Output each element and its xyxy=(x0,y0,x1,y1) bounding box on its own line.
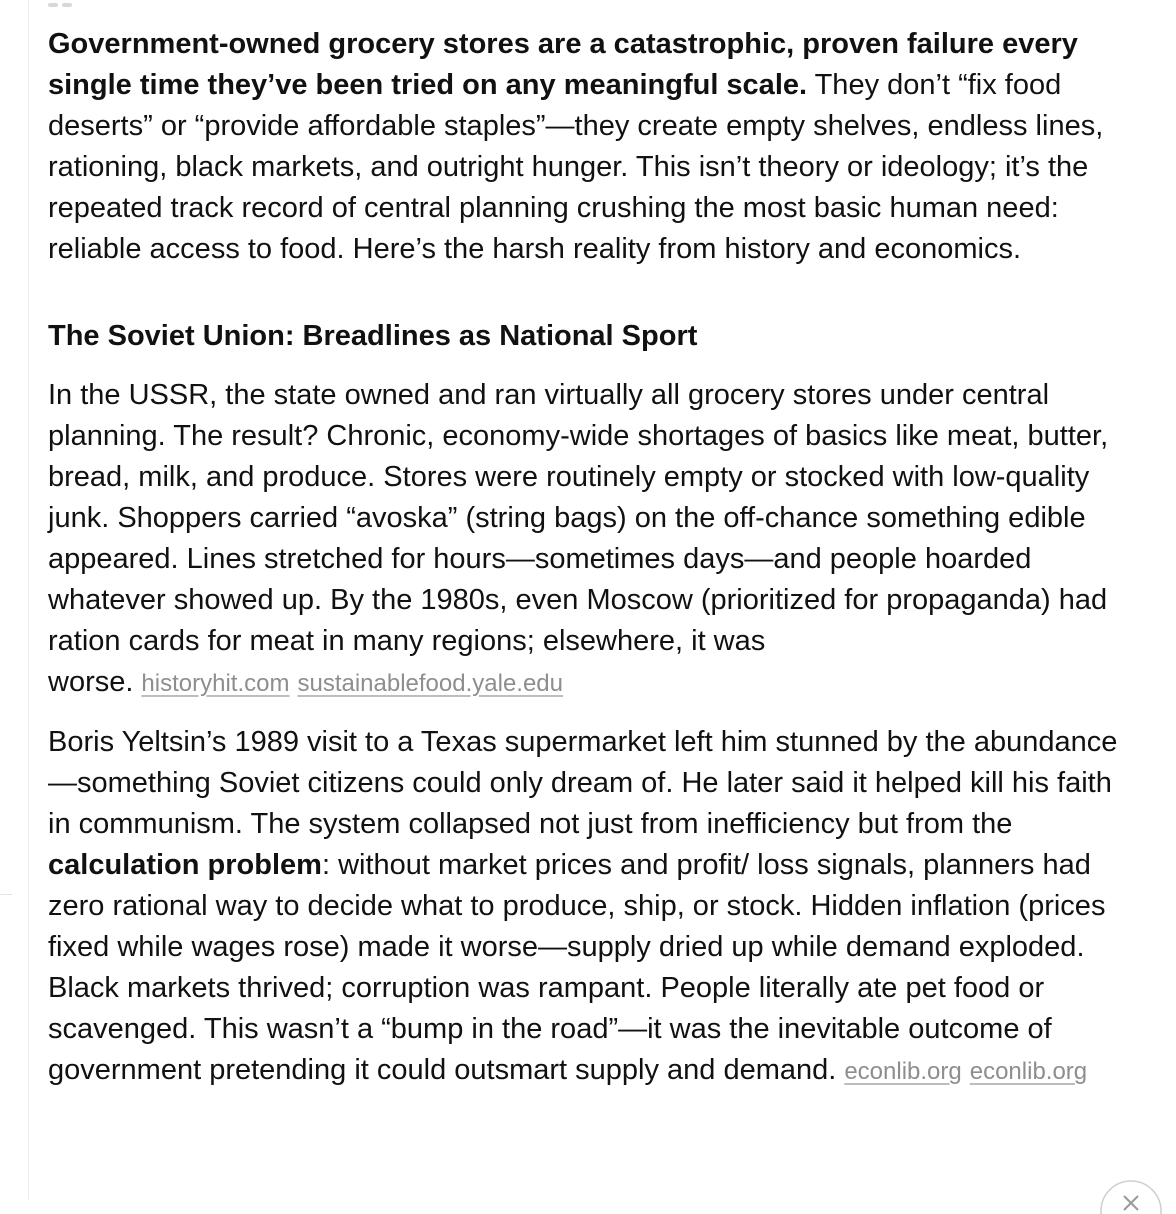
cropped-text-fragment xyxy=(48,0,88,4)
intro-bold-claim: Government-owned grocery stores are a catastrophic, proven failure every single time they’ve been tried on any meaningful scale. xyxy=(48,28,1078,101)
soviet-paragraph-text: In the USSR, the state owned and ran virtually all grocery stores under central planning. The result? Chronic, economy-wide shortages of basics like meat, butter, bread, milk, and produce. Stores were routinely empty or stocked with low-quality junk. Shoppers carried “avoska” (string bags) on the off-chance something edible appeared. Lines stretched for hours—sometimes days—and people hoarded whatever showed up. By the 1980s, even Moscow (prioritized for propaganda) had ration cards for meat in many regions; elsewhere, it was worse. xyxy=(48,379,1109,698)
intro-paragraph xyxy=(48,24,1138,270)
calculation-problem-term: calculation problem xyxy=(48,849,322,881)
yeltsin-text-before: Boris Yeltsin’s 1989 visit to a Texas supermarket left him stunned by the abundance—something Soviet citizens could only dream of. He later said it helped kill his faith in communism. The system collapsed not just from inefficiency but from the xyxy=(48,726,1118,840)
source-links xyxy=(141,670,571,697)
source-links xyxy=(844,1058,1095,1085)
thread-divider-line xyxy=(28,0,29,1200)
source-link-econlib-1[interactable]: econlib.org xyxy=(844,1058,962,1085)
intro-text: They don’t “fix food deserts” or “provide affordable staples”—they create empty shelves, endless lines, rationing, black markets, and outright hunger. This isn’t theory or ideology; it’s the repeated track record of central planning crushing the most basic human need: reliable access to food. Here’s the harsh reality from history and economics. xyxy=(48,69,1104,265)
close-icon[interactable] xyxy=(1100,1180,1162,1214)
source-link-historyhit[interactable]: historyhit.com xyxy=(141,670,290,697)
soviet-paragraph xyxy=(48,375,1138,704)
yeltsin-paragraph xyxy=(48,722,1138,1092)
divider-tick xyxy=(0,894,12,895)
source-link-yale[interactable]: sustainablefood.yale.edu xyxy=(297,670,564,697)
source-link-econlib-2[interactable]: econlib.org xyxy=(969,1058,1088,1085)
response-body xyxy=(48,24,1138,1092)
section-heading: The Soviet Union: Breadlines as National Sport xyxy=(48,320,698,352)
yeltsin-text-after: : without market prices and profit/ loss signals, planners had zero rational way to decide what to produce, ship, or stock. Hidden inflation (prices fixed while wages rose) made it worse—supply dried up while demand exploded. Black markets thrived; corruption was rampant. People literally ate pet food or scavenged. This wasn’t a “bump in the road”—it was the inevitable outcome of government pretending it could outsmart supply and demand. xyxy=(48,849,1106,1086)
